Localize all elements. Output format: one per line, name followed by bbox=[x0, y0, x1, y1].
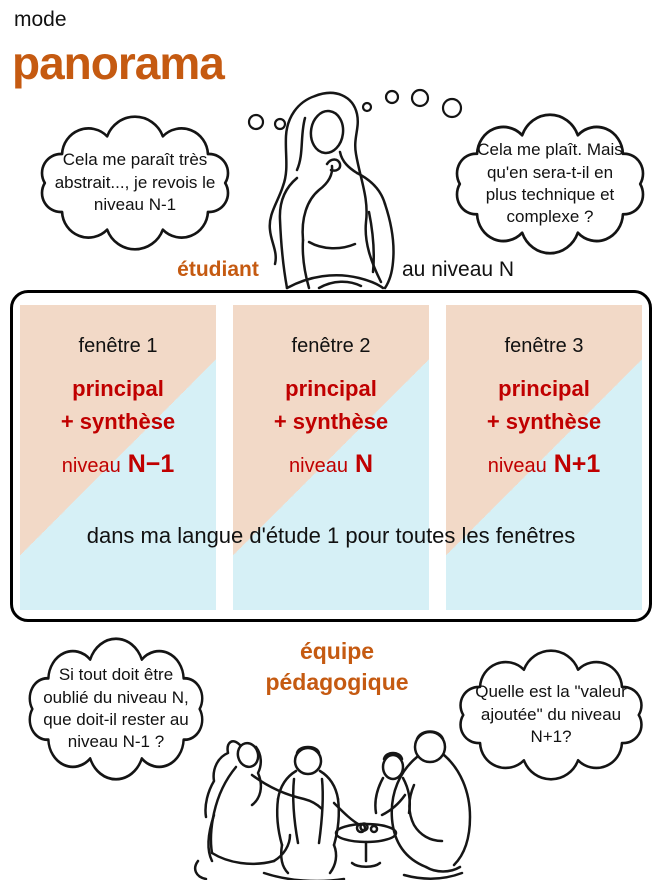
window-content-line: + synthèse bbox=[273, 409, 389, 434]
window-card-2 bbox=[233, 305, 429, 610]
bubble-line: Quelle est la "valeur bbox=[475, 682, 627, 702]
bubble-text bbox=[475, 681, 627, 748]
thought-bubble-student-right bbox=[440, 114, 660, 254]
bubble-line: Si tout doit être bbox=[58, 665, 174, 685]
window-card-1 bbox=[20, 305, 216, 610]
window-content-line: + synthèse bbox=[486, 409, 602, 434]
bubble-line: oublié du niveau N, bbox=[43, 687, 189, 707]
thought-bubble-team-right bbox=[444, 650, 658, 780]
bubble-line: niveau N-1 ? bbox=[67, 732, 165, 752]
level-prefix: niveau bbox=[61, 455, 121, 477]
windows-panel bbox=[10, 290, 652, 622]
bubble-line: ajoutée" du niveau bbox=[480, 704, 622, 724]
bubble-line: qu'en sera-t-il en bbox=[486, 162, 614, 182]
bubble-line: niveau N-1 bbox=[93, 195, 177, 215]
bubble-line: plus technique et bbox=[485, 185, 615, 204]
bubble-line: Cela me paraît très bbox=[62, 150, 208, 170]
bubble-line: complexe ? bbox=[506, 207, 594, 227]
thought-bubble-team-left bbox=[14, 638, 218, 780]
window-level bbox=[20, 450, 216, 479]
page-title: panorama bbox=[12, 37, 224, 89]
thought-bubble-student-left bbox=[25, 116, 245, 250]
window-level bbox=[446, 450, 642, 479]
level-value: N−1 bbox=[127, 450, 175, 478]
level-prefix: niveau bbox=[487, 455, 547, 477]
bubble-line: abstrait..., je revois le bbox=[54, 172, 216, 192]
window-content-line: + synthèse bbox=[60, 409, 176, 434]
student-level-label: au niveau N bbox=[402, 258, 515, 281]
bubble-text bbox=[43, 664, 189, 754]
team-role-line: équipe bbox=[299, 638, 375, 664]
window-title: fenêtre 2 bbox=[291, 335, 371, 357]
window-content-line: principal bbox=[72, 376, 164, 401]
bubble-text bbox=[55, 149, 216, 216]
window-content-line: principal bbox=[498, 376, 590, 401]
bubble-line: Cela me plaît. Mais bbox=[477, 140, 623, 160]
bubble-line: que doit-il rester au bbox=[43, 710, 189, 729]
thought-trail-dots bbox=[248, 88, 464, 138]
window-card-3 bbox=[446, 305, 642, 610]
bubble-text bbox=[477, 139, 623, 229]
mode-label: mode bbox=[14, 8, 67, 31]
level-value: N+1 bbox=[553, 450, 601, 478]
window-title: fenêtre 1 bbox=[78, 335, 158, 357]
window-title: fenêtre 3 bbox=[504, 335, 584, 357]
window-level bbox=[233, 450, 429, 479]
student-role-label: étudiant bbox=[177, 258, 259, 281]
team-role-line: pédagogique bbox=[265, 669, 409, 696]
team-role-label bbox=[232, 636, 442, 698]
panel-footer-note: dans ma langue d'étude 1 pour toutes les fenêtres bbox=[86, 523, 576, 548]
level-prefix: niveau bbox=[289, 455, 348, 477]
level-value: N bbox=[354, 450, 373, 478]
bubble-line: N+1? bbox=[530, 727, 572, 747]
window-content-line: principal bbox=[285, 376, 377, 401]
